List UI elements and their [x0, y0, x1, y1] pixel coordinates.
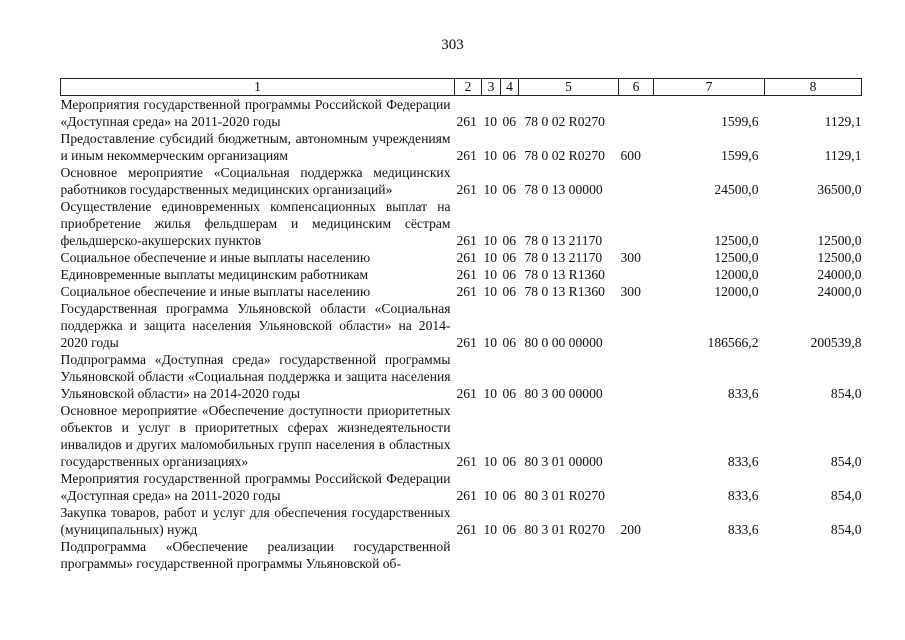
cell-name: Социальное обеспечение и иные выплаты населению	[60, 250, 371, 265]
cell-grbs: 261	[456, 454, 477, 469]
cell-amount-1: 833,6	[727, 386, 759, 401]
table-row	[61, 300, 862, 351]
cell-section: 10	[483, 284, 498, 299]
cell-expense-type: 300	[620, 284, 641, 299]
cell-expense-type	[619, 198, 654, 249]
cell-grbs: 261	[456, 267, 477, 282]
cell-amount-2: 1129,1	[824, 114, 862, 129]
cell-amount-2: 1129,1	[824, 148, 862, 163]
cell-grbs: 261	[456, 148, 477, 163]
cell-expense-type: 600	[620, 148, 641, 163]
table-row	[61, 351, 862, 402]
cell-name: Единовременные выплаты медицинским работникам	[60, 267, 369, 282]
cell-amount-1: 1599,6	[721, 148, 759, 163]
cell-name: Предоставление субсидий бюджетным, автономным учреждениям и иным некоммерческим организациям	[60, 131, 451, 163]
cell-section: 10	[483, 386, 498, 401]
column-header-subsection: 4	[501, 79, 519, 96]
cell-subsection: 06	[502, 522, 517, 537]
table-row	[61, 96, 862, 131]
cell-subsection: 06	[502, 182, 517, 197]
cell-name: Основное мероприятие «Социальная поддержка медицинских работников государственных медицинских организаций»	[60, 165, 451, 197]
cell-expense-type	[619, 538, 654, 572]
column-header-grbs: 2	[455, 79, 482, 96]
table-row	[61, 504, 862, 538]
cell-target-article: 78 0 13 R1360	[524, 284, 605, 299]
page-number: 303	[441, 37, 464, 53]
column-header-amount-1: 7	[654, 79, 765, 96]
cell-amount-2: 36500,0	[817, 182, 862, 197]
cell-subsection	[501, 538, 519, 572]
cell-name: Осуществление единовременных компенсационных выплат на приобретение жилья фельдшерам и медицинским сёстрам фельдшерско-акушерских пунктов	[60, 199, 451, 248]
column-header-name: 1	[61, 79, 455, 96]
cell-subsection: 06	[502, 267, 517, 282]
cell-name: Социальное обеспечение и иные выплаты населению	[60, 284, 371, 299]
cell-target-article: 80 3 01 00000	[524, 454, 603, 469]
cell-expense-type: 300	[620, 250, 641, 265]
cell-expense-type	[619, 164, 654, 198]
cell-amount-2: 12500,0	[817, 233, 862, 248]
cell-subsection: 06	[502, 386, 517, 401]
budget-table	[60, 78, 862, 572]
cell-amount-1: 24500,0	[714, 182, 759, 197]
cell-subsection: 06	[502, 488, 517, 503]
table-row	[61, 538, 862, 572]
cell-amount-2: 854,0	[830, 454, 862, 469]
cell-amount-2: 854,0	[830, 522, 862, 537]
table-row	[61, 164, 862, 198]
cell-subsection: 06	[502, 454, 517, 469]
cell-amount-1: 1599,6	[721, 114, 759, 129]
cell-amount-1: 833,6	[727, 488, 759, 503]
cell-amount-1: 12000,0	[714, 267, 759, 282]
cell-target-article: 78 0 13 21170	[524, 250, 603, 265]
cell-section: 10	[483, 335, 498, 350]
cell-section: 10	[483, 522, 498, 537]
table-row	[61, 198, 862, 249]
cell-grbs: 261	[456, 233, 477, 248]
cell-grbs: 261	[456, 182, 477, 197]
cell-amount-1: 12000,0	[714, 284, 759, 299]
column-header-section: 3	[482, 79, 501, 96]
cell-amount-2: 12500,0	[817, 250, 862, 265]
cell-amount-2	[765, 538, 862, 572]
cell-grbs: 261	[456, 284, 477, 299]
cell-target-article: 78 0 02 R0270	[524, 114, 605, 129]
cell-amount-2: 854,0	[830, 386, 862, 401]
cell-grbs: 261	[456, 522, 477, 537]
cell-target-article: 78 0 13 00000	[524, 182, 603, 197]
cell-expense-type	[619, 266, 654, 283]
cell-amount-2: 854,0	[830, 488, 862, 503]
cell-target-article: 80 3 01 R0270	[524, 522, 605, 537]
cell-name: Мероприятия государственной программы Российской Федерации «Доступная среда» на 2011-2020 годы	[60, 471, 451, 503]
table-row	[61, 470, 862, 504]
cell-target-article	[519, 538, 619, 572]
cell-subsection: 06	[502, 250, 517, 265]
cell-target-article: 80 3 01 R0270	[524, 488, 605, 503]
cell-subsection: 06	[502, 148, 517, 163]
cell-grbs: 261	[456, 488, 477, 503]
table-row	[61, 283, 862, 300]
table-row	[61, 402, 862, 470]
cell-amount-1: 833,6	[727, 454, 759, 469]
cell-subsection: 06	[502, 233, 517, 248]
cell-amount-1: 833,6	[727, 522, 759, 537]
cell-grbs: 261	[456, 335, 477, 350]
column-header-expense-type: 6	[619, 79, 654, 96]
cell-target-article: 80 3 00 00000	[524, 386, 603, 401]
cell-name: Подпрограмма «Доступная среда» государственной программы Ульяновской области «Социальная поддержка и защита населения Ульяновской области» на 2014-2020 годы	[60, 352, 451, 401]
cell-section: 10	[483, 148, 498, 163]
table-body	[61, 96, 862, 573]
table-header	[61, 79, 862, 96]
cell-target-article: 80 0 00 00000	[524, 335, 603, 350]
cell-subsection: 06	[502, 114, 517, 129]
cell-section: 10	[483, 182, 498, 197]
cell-name: Государственная программа Ульяновской области «Социальная поддержка и защита населения Ульяновской области» на 2014-2020 годы	[60, 301, 451, 350]
cell-expense-type	[619, 96, 654, 131]
cell-grbs: 261	[456, 250, 477, 265]
cell-section: 10	[483, 454, 498, 469]
cell-expense-type	[619, 300, 654, 351]
cell-expense-type	[619, 402, 654, 470]
cell-section: 10	[483, 250, 498, 265]
cell-target-article: 78 0 02 R0270	[524, 148, 605, 163]
cell-section: 10	[483, 267, 498, 282]
cell-expense-type	[619, 351, 654, 402]
cell-amount-2: 200539,8	[810, 335, 862, 350]
cell-amount-1: 12500,0	[714, 250, 759, 265]
table-row	[61, 249, 862, 266]
cell-section	[482, 538, 501, 572]
header-row	[61, 79, 862, 96]
column-header-target-article: 5	[519, 79, 619, 96]
table-row	[61, 266, 862, 283]
cell-subsection: 06	[502, 335, 517, 350]
cell-grbs: 261	[456, 386, 477, 401]
cell-expense-type	[619, 470, 654, 504]
cell-target-article: 78 0 13 21170	[524, 233, 603, 248]
cell-name: Основное мероприятие «Обеспечение доступности приоритетных объектов и услуг в приоритетных сферах жизнедеятельности инвалидов и других маломобильных групп населения в областных государственных организациях»	[60, 403, 451, 469]
cell-target-article: 78 0 13 R1360	[524, 267, 605, 282]
cell-section: 10	[483, 114, 498, 129]
cell-amount-2: 24000,0	[817, 284, 862, 299]
cell-amount-2: 24000,0	[817, 267, 862, 282]
cell-name: Закупка товаров, работ и услуг для обеспечения государственных (муниципальных) нужд	[60, 505, 451, 537]
cell-expense-type: 200	[620, 522, 641, 537]
cell-name: Подпрограмма «Обеспечение реализации государственной программы» государственной программы Ульяновской об-	[60, 539, 451, 571]
cell-section: 10	[483, 488, 498, 503]
cell-grbs	[455, 538, 482, 572]
cell-amount-1: 186566,2	[707, 335, 759, 350]
cell-section: 10	[483, 233, 498, 248]
column-header-amount-2: 8	[765, 79, 862, 96]
cell-grbs: 261	[456, 114, 477, 129]
cell-subsection: 06	[502, 284, 517, 299]
cell-name: Мероприятия государственной программы Российской Федерации «Доступная среда» на 2011-2020 годы	[60, 97, 451, 129]
table-row	[61, 130, 862, 164]
cell-amount-1: 12500,0	[714, 233, 759, 248]
cell-amount-1	[654, 538, 765, 572]
